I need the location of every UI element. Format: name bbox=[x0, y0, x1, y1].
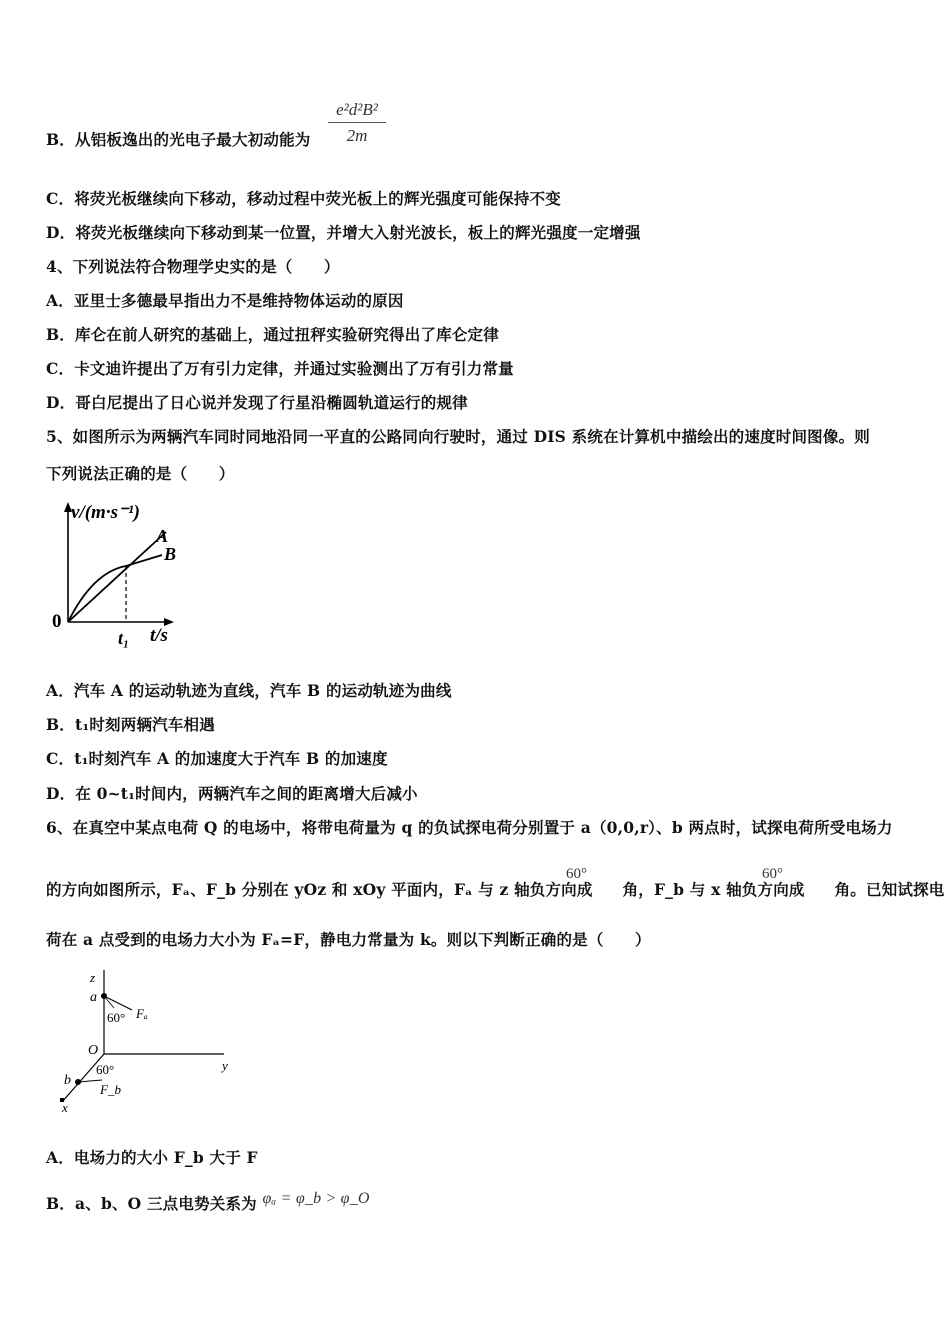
graph-t1-label: t₁ bbox=[118, 628, 130, 648]
fraction-denominator: 2m bbox=[346, 126, 368, 145]
q6-stem-line2-part3: 角。已知试探电 bbox=[834, 880, 945, 899]
fig-label-x: x bbox=[62, 1100, 68, 1114]
q6-angle-1: 60° bbox=[566, 866, 587, 882]
q5-option-b: B．t₁时刻两辆汽车相遇 bbox=[46, 715, 215, 734]
q6-option-a: A．电场力的大小 F_b 大于 F bbox=[46, 1148, 258, 1167]
graph-curve-b bbox=[68, 555, 162, 622]
q3-option-c: C．将荧光板继续向下移动，移动过程中荧光板上的辉光强度可能保持不变 bbox=[46, 189, 561, 208]
q6-stem-line3: 荷在 a 点受到的电场力大小为 Fₐ=F，静电力常量为 k。则以下判断正确的是（ ） bbox=[46, 930, 651, 949]
q6-angle-2: 60° bbox=[762, 866, 783, 882]
fig-point-a bbox=[101, 993, 107, 999]
q6-coordinate-figure bbox=[52, 962, 242, 1114]
fraction-numerator: e²d²B² bbox=[328, 100, 386, 123]
q4-option-b: B．库仑在前人研究的基础上，通过扭秤实验研究得出了库仑定律 bbox=[46, 325, 499, 344]
graph-label-b: B bbox=[164, 544, 177, 564]
q5-option-c: C．t₁时刻汽车 A 的加速度大于汽车 B 的加速度 bbox=[46, 749, 388, 768]
fig-label-fb: F_b bbox=[100, 1082, 121, 1097]
q3-option-b: B．从铝板逸出的光电子最大初动能为 bbox=[46, 130, 311, 149]
graph-y-label: v/(m·s⁻¹) bbox=[71, 502, 141, 523]
q6-option-b-text: B．a、b、O 三点电势关系为 bbox=[46, 1194, 257, 1213]
q6-option-b bbox=[46, 1192, 370, 1214]
q4-stem: 4、下列说法符合物理学史实的是（ ） bbox=[46, 257, 340, 276]
graph-origin-label: 0 bbox=[52, 611, 62, 632]
graph-line-a bbox=[68, 532, 166, 622]
q6-stem-line2 bbox=[46, 878, 945, 900]
fig-label-b: b bbox=[64, 1073, 71, 1088]
q5-stem-line2: 下列说法正确的是（ ） bbox=[46, 464, 235, 483]
fig-fa-arrow bbox=[104, 996, 132, 1010]
fig-label-z: z bbox=[90, 970, 96, 985]
fig-label-a: a bbox=[90, 990, 97, 1005]
fig-label-fa: Fₐ bbox=[136, 1006, 148, 1021]
fig-label-o: O bbox=[88, 1043, 99, 1058]
q4-option-d: D．哥白尼提出了日心说并发现了行星沿椭圆轨道运行的规律 bbox=[46, 393, 468, 412]
q3-option-d: D．将荧光板继续向下移动到某一位置，并增大入射光波长，板上的辉光强度一定增强 bbox=[46, 223, 641, 242]
fig-point-b bbox=[75, 1079, 81, 1085]
graph-x-label: t/s bbox=[150, 625, 168, 646]
fig-angle-b: 60° bbox=[96, 1062, 115, 1077]
q6-stem-line1: 6、在真空中某点电荷 Q 的电场中，将带电荷量为 q 的负试探电荷分别置于 a（0,0,r）、b 两点时，试探电荷所受电场力 bbox=[46, 818, 893, 837]
q6-option-b-expr: φₐ = φ_b > φ_O bbox=[262, 1190, 370, 1207]
q3-option-b-fraction bbox=[328, 100, 386, 146]
q4-option-c: C．卡文迪许提出了万有引力定律，并通过实验测出了万有引力常量 bbox=[46, 359, 514, 378]
q4-option-a: A．亚里士多德最早指出力不是维持物体运动的原因 bbox=[46, 291, 404, 310]
q5-option-a: A．汽车 A 的运动轨迹为直线，汽车 B 的运动轨迹为曲线 bbox=[46, 681, 452, 700]
q5-velocity-time-graph bbox=[48, 494, 198, 652]
graph-label-a: A bbox=[156, 526, 169, 546]
fig-label-y: y bbox=[222, 1058, 228, 1073]
q6-stem-line2-part1: 的方向如图所示，Fₐ、F_b 分别在 yOz 和 xOy 平面内，Fₐ 与 z 轴负方向成 bbox=[46, 880, 593, 899]
fig-angle-a: 60° bbox=[107, 1010, 126, 1025]
q5-stem-line1: 5、如图所示为两辆汽车同时同地沿同一平直的公路同向行驶时，通过 DIS 系统在计算机中描绘出的速度时间图像。则 bbox=[46, 427, 870, 446]
q5-option-d: D．在 0~t₁时间内，两辆汽车之间的距离增大后减小 bbox=[46, 784, 418, 803]
q6-stem-line2-part2: 角，F_b 与 x 轴负方向成 bbox=[622, 880, 805, 899]
